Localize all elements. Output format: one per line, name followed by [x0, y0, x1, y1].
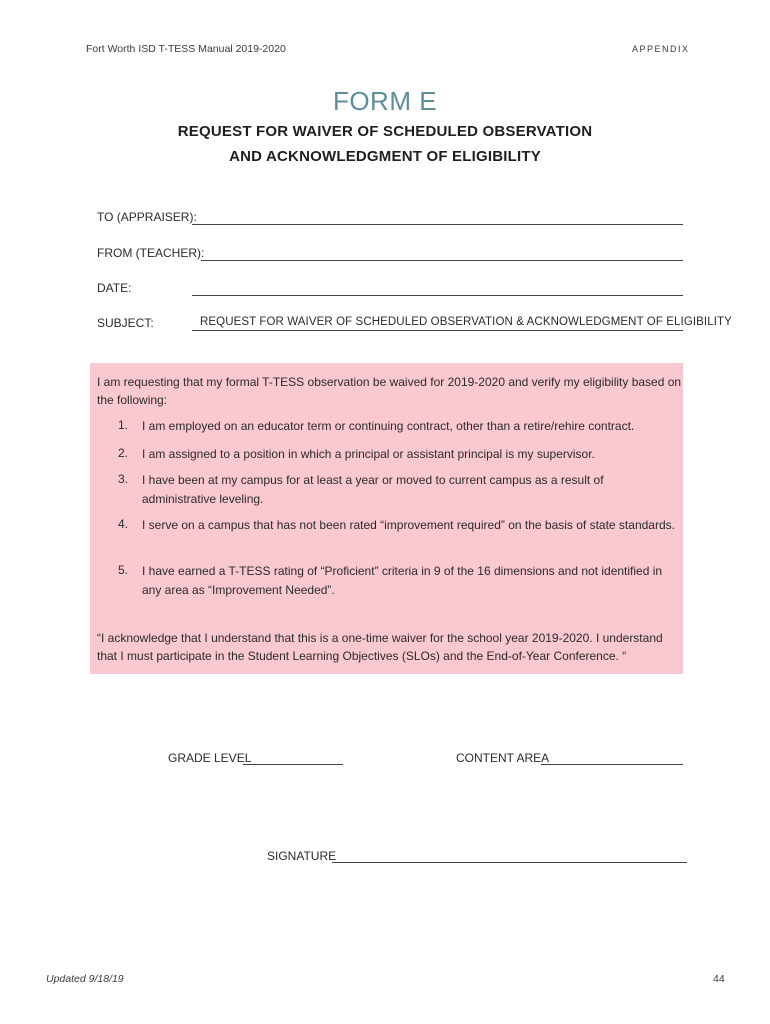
signature-label: SIGNATURE	[267, 849, 337, 863]
header-section-label: APPENDIX	[632, 44, 690, 54]
form-subtitle-line2: AND ACKNOWLEDGMENT OF ELIGIBILITY	[229, 148, 541, 165]
date-line[interactable]	[192, 295, 683, 296]
date-label: DATE:	[97, 281, 132, 295]
footer-updated-date: Updated 9/18/19	[46, 973, 124, 985]
grade-level-line[interactable]	[243, 764, 343, 765]
acknowledgment-statement: “I acknowledge that I understand that this is a one-time waiver for the school year 2019-2020. I understand that I must participate in the Student Learning Objectives (SLOs) and the End-of-Year Conference. “	[97, 631, 663, 663]
content-area-line[interactable]	[541, 764, 683, 765]
list-item-number: 5.	[118, 563, 129, 577]
content-area-label: CONTENT AREA	[456, 751, 550, 765]
list-item: I am assigned to a position in which a principal or assistant principal is my supervisor.	[142, 447, 595, 461]
list-item: I have been at my campus for at least a year or moved to current campus as a result of administrative leveling.	[142, 473, 604, 506]
list-item-number: 3.	[118, 472, 129, 486]
list-item-number: 1.	[118, 418, 129, 432]
subject-value: REQUEST FOR WAIVER OF SCHEDULED OBSERVATION & ACKNOWLEDGMENT OF ELIGIBILITY	[200, 316, 732, 328]
grade-level-label: GRADE LEVEL	[168, 751, 252, 765]
subject-label: SUBJECT:	[97, 316, 154, 330]
list-item-number: 4.	[118, 517, 129, 531]
from-teacher-line[interactable]	[201, 260, 683, 261]
header-manual-title: Fort Worth ISD T-TESS Manual 2019-2020	[86, 43, 286, 55]
list-item-number: 2.	[118, 446, 129, 460]
eligibility-intro: I am requesting that my formal T-TESS observation be waived for 2019-2020 and verify my eligibility based on the following:	[97, 375, 682, 407]
to-appraiser-line[interactable]	[192, 224, 683, 225]
list-item: I serve on a campus that has not been rated “improvement required” on the basis of state standards.	[142, 518, 675, 532]
from-teacher-label: FROM (TEACHER):	[97, 246, 205, 260]
page-number: 44	[713, 973, 725, 985]
to-appraiser-label: TO (APPRAISER):	[97, 210, 197, 224]
signature-line[interactable]	[332, 862, 687, 863]
list-item: I am employed on an educator term or continuing contract, other than a retire/rehire contract.	[142, 419, 635, 433]
form-subtitle-line1: REQUEST FOR WAIVER OF SCHEDULED OBSERVATION	[177, 123, 593, 140]
form-title: FORM E	[332, 86, 438, 116]
list-item: I have earned a T-TESS rating of “Proficient” criteria in 9 of the 16 dimensions and not identified in any area as “Improvement Needed”.	[142, 564, 663, 597]
subject-line	[192, 330, 683, 331]
